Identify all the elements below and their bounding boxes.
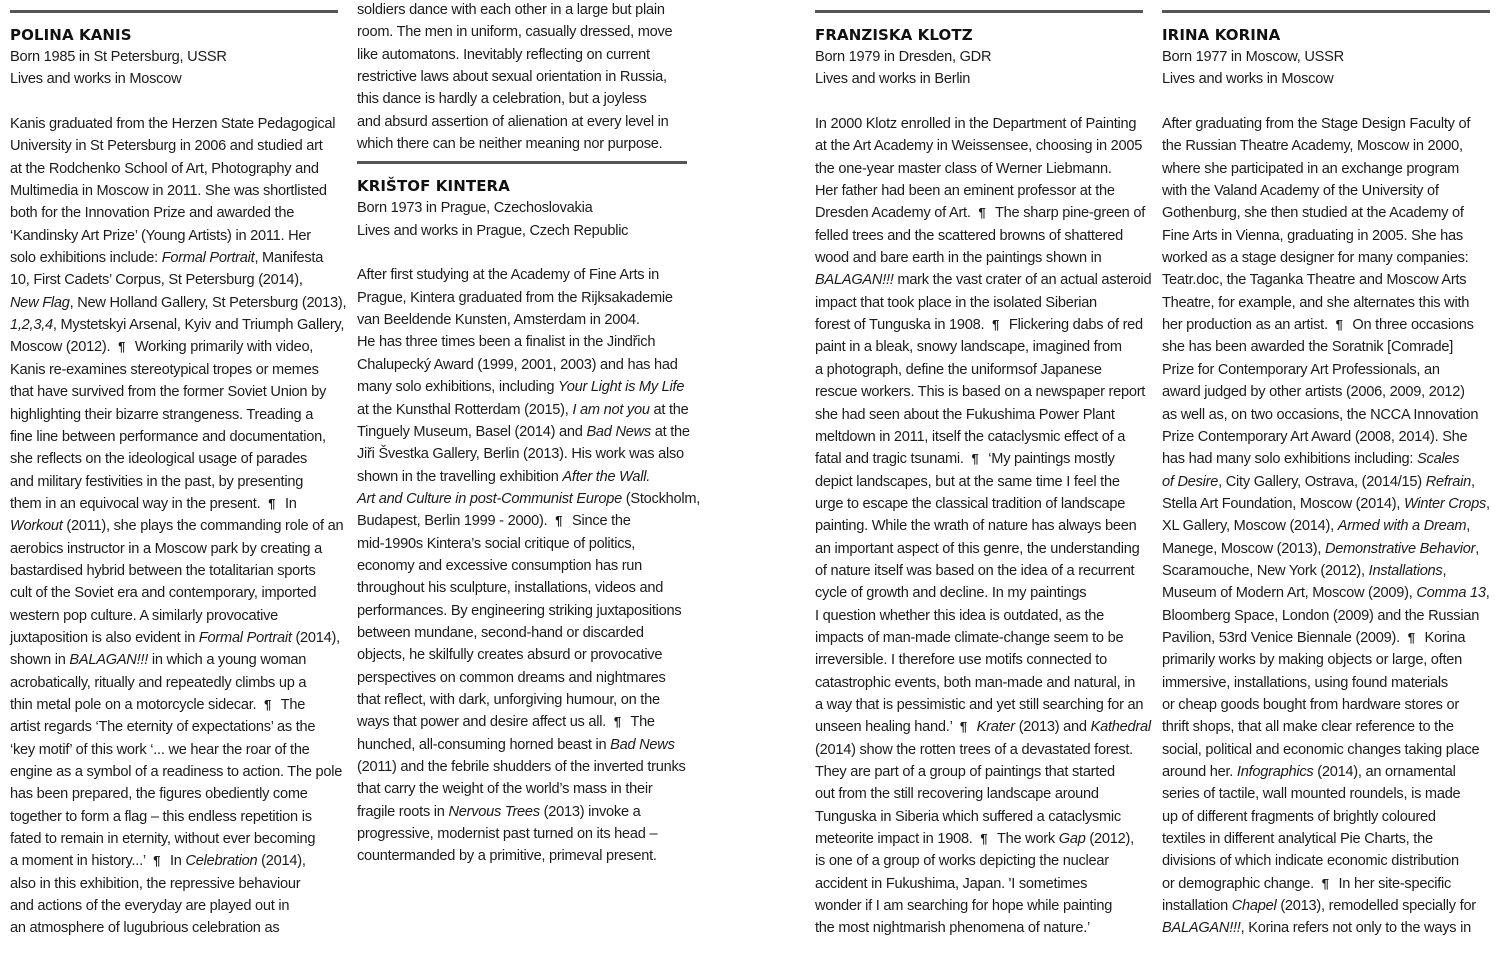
text-line: Fine Arts in Vienna, graduating in 2005. She has (1162, 227, 1463, 244)
text-line: between mundane, second-hand or discarded (357, 624, 644, 641)
text-line: acrobatically, ritually and repeatedly climbs up a (10, 674, 307, 691)
text-line: Teatr.doc, the Taganka Theatre and Moscow Arts (1162, 272, 1467, 289)
artist-birth: Born 1985 in St Petersburg, USSR (10, 49, 227, 65)
text-line: shown in the travelling exhibition After the Wall. (357, 468, 651, 485)
pilcrow-icon: ¶ (264, 696, 272, 712)
text-line: Jiři Švestka Gallery, Berlin (2013). His work was also (357, 446, 684, 463)
text-line: engine as a symbol of a readiness to action. The pole (10, 764, 343, 780)
text-line: fated to remain in eternity, without ever becoming (10, 831, 316, 848)
text-line: social, political and economic changes taking place (1162, 741, 1480, 758)
pilcrow-icon: ¶ (1335, 317, 1343, 333)
text-line: at the Art Academy in Weissensee, choosing in 2005 (815, 138, 1143, 155)
text-line: this dance is hardly a celebration, but a joyless (357, 91, 647, 108)
text-line: van Beeldende Kunsten, Amsterdam in 2004. (357, 312, 640, 329)
text-line: where she participated in an exchange program (1162, 160, 1460, 177)
text-line: at the Rodchenko School of Art, Photography and (10, 160, 319, 177)
text-line: fatal and tragic tsunami. ¶ ‘My paintings mostly (815, 451, 1115, 468)
artist-residence: Lives and works in Moscow (1162, 71, 1334, 88)
text-line: economy and excessive consumption has run (357, 557, 643, 574)
artist-bio (10, 113, 347, 940)
text-line: progressive, modernist past turned on its head – (357, 826, 658, 843)
text-line: Kanis re-examines stereotypical tropes or memes (10, 361, 319, 378)
text-line: around her. Infographics (2014), an ornamental (1162, 764, 1456, 780)
text-line: Theatre, for example, and she alternates this with (1162, 294, 1470, 311)
text-line: a moment in history...’ ¶ In Celebration (2014), (10, 853, 306, 870)
artist-birth: Born 1977 in Moscow, USSR (1162, 49, 1344, 65)
text-line: artist regards ‘The eternity of expectations’ as the (10, 719, 316, 736)
text-line: textiles in different analytical Pie Charts, the (1162, 831, 1433, 848)
text-line: I question whether this idea is outdated, as the (815, 607, 1104, 624)
artist-residence: Lives and works in Moscow (10, 71, 182, 88)
text-line: paint in a bleak, snowy landscape, imagined from (815, 339, 1122, 356)
text-line: also in this exhibition, the repressive behaviour (10, 875, 301, 892)
text-line: an important aspect of this genre, the understanding (815, 540, 1140, 557)
text-line: room. The men in uniform, casually dressed, move (357, 24, 673, 41)
text-line: fine line between performance and documentation, (10, 428, 326, 445)
text-line: Moscow (2012). ¶ Working primarily with video, (10, 339, 314, 356)
text-line: urge to escape the classical tradition of landscape (815, 495, 1126, 512)
text-line: He has three times been a finalist in the Jindřich (357, 334, 656, 351)
text-line: Manege, Moscow (2013), Demonstrative Behavior, (1162, 540, 1480, 557)
text-line: In 2000 Klotz enrolled in the Department of Painting (815, 116, 1137, 133)
artist-residence: Lives and works in Prague, Czech Republic (357, 222, 629, 239)
text-line: After first studying at the Academy of Fine Arts in (357, 267, 659, 284)
column-4 (1162, 0, 1490, 940)
text-line: is one of a group of works depicting the nuclear (815, 853, 1109, 870)
text-line: ‘key motif’ of this work ‘... we hear the roar of the (10, 741, 310, 758)
column-1 (10, 0, 347, 940)
text-line: depict landscapes, but at the same time I feel the (815, 473, 1120, 490)
text-line: wonder if I am searching for hope while painting (815, 898, 1113, 915)
text-line: and absurd assertion of alienation at every level in (357, 113, 669, 130)
text-line: she has been awarded the Soratnik [Comrade] (1162, 339, 1454, 356)
text-line: or demographic change. ¶ In her site-specific (1162, 875, 1452, 892)
text-line: her production as an artist. ¶ On three occasions (1162, 317, 1474, 334)
text-line: many solo exhibitions, including Your Light is My Life (357, 379, 685, 396)
text-line: mid-1990s Kintera’s social critique of politics, (357, 535, 636, 552)
text-line: perspectives on common dreams and nightmares (357, 669, 666, 686)
text-line: as well as, on two occasions, the NCCA Innovation (1162, 406, 1479, 423)
text-line: Tunguska in Siberia which suffered a cataclysmic (815, 808, 1121, 825)
text-line: Prize for Contemporary Art Professionals, an (1162, 361, 1440, 378)
text-line: and military festivities in the past, by presenting (10, 473, 304, 490)
column-3 (815, 0, 1152, 940)
text-line: that carry the weight of the world’s mass in their (357, 781, 653, 798)
text-line: of nature itself was based on the idea of a recurrent (815, 562, 1135, 579)
text-line: she reflects on the ideological usage of parades (10, 451, 308, 468)
text-line: aerobics instructor in a Moscow park by creating a (10, 540, 322, 557)
pilcrow-icon: ¶ (971, 451, 979, 467)
text-line: primarily works by making objects or large, often (1162, 652, 1463, 669)
artist-residence: Lives and works in Berlin (815, 71, 971, 88)
dashed-separator (1162, 10, 1490, 16)
text-line: an atmosphere of lugubrious celebration as (10, 920, 280, 937)
text-line: rescue workers. This is based on a newspaper report (815, 384, 1146, 401)
text-line: series of tactile, wall mounted roundels, is made (1162, 786, 1461, 803)
text-line: Prize Contemporary Art Award (2008, 2014). She (1162, 428, 1468, 445)
text-line: Gothenburg, she then studied at the Academy of (1162, 205, 1464, 222)
text-line: juxtaposition is also evident in Formal Portrait (2014), (10, 629, 340, 646)
artist-name: KRIŠTOF KINTERA (357, 177, 510, 196)
text-line: like automatons. Inevitably reflecting on current (357, 46, 650, 63)
artist-name: IRINA KORINA (1162, 26, 1281, 44)
text-line: University in St Petersburg in 2006 and studied art (10, 138, 323, 155)
text-line: divisions of which indicate economic distribution (1162, 853, 1459, 870)
text-line: impacts of man-made climate-change seem to be (815, 629, 1124, 646)
text-line: with the Valand Academy of the University of (1162, 183, 1439, 200)
text-line: highlighting their bizarre strangeness. Treading a (10, 406, 314, 423)
text-line: Museum of Modern Art, Moscow (2009), Comma 13, (1162, 585, 1490, 602)
text-line: restrictive laws about sexual orientation in Russia, (357, 69, 667, 86)
text-line: Dresden Academy of Art. ¶ The sharp pine-green of (815, 205, 1146, 222)
text-line: (2011) and the febrile shudders of the inverted trunks (357, 759, 686, 775)
pilcrow-icon: ¶ (978, 205, 986, 221)
text-line: the Russian Theatre Academy, Moscow in 2000, (1162, 138, 1463, 155)
text-line: which there can be neither meaning nor purpose. (357, 136, 663, 153)
text-line: XL Gallery, Moscow (2014), Armed with a Dream, (1162, 518, 1471, 535)
pilcrow-icon: ¶ (555, 513, 563, 529)
artist-birth: Born 1979 in Dresden, GDR (815, 49, 992, 65)
text-line: impact that took place in the isolated Siberian (815, 294, 1097, 311)
text-line: Chalupecký Award (1999, 2001, 2003) and has had (357, 356, 678, 373)
text-line: that reflect, with dark, unforgiving humour, on the (357, 691, 660, 708)
text-line: Stella Art Foundation, Moscow (2014), Winter Crops, (1162, 495, 1490, 512)
text-line: Bloomberg Space, London (2009) and the Russian (1162, 607, 1480, 624)
text-line: that have survived from the former Soviet Union by (10, 384, 327, 401)
artist-bio (1162, 113, 1490, 940)
text-line: Prague, Kintera graduated from the Rijksakademie (357, 289, 673, 306)
artist-bio (815, 113, 1152, 940)
text-line: Art and Culture in post-Communist Europe (Stockholm, (357, 490, 701, 507)
text-line: They are part of a group of paintings that started (815, 764, 1115, 780)
pilcrow-icon: ¶ (992, 317, 1000, 333)
text-line: BALAGAN!!!, Korina refers not only to the ways in (1162, 920, 1471, 937)
text-line: up of different fragments of brightly coloured (1162, 808, 1436, 825)
text-line: worked as a stage designer for many companies: (1162, 250, 1469, 267)
text-line: unseen healing hand.’ ¶ Krater (2013) and Kathedral (815, 719, 1151, 736)
text-line: immersive, installations, using found materials (1162, 674, 1448, 691)
pilcrow-icon: ¶ (268, 495, 276, 511)
text-line: award judged by other artists (2006, 2009, 2012) (1162, 384, 1465, 401)
continued-bio (357, 0, 687, 155)
pilcrow-icon: ¶ (1407, 629, 1415, 645)
text-line: shown in BALAGAN!!! in which a young woman (10, 652, 307, 669)
text-line: Tinguely Museum, Basel (2014) and Bad News at the (357, 423, 690, 440)
text-line: Budapest, Berlin 1999 - 2000). ¶ Since the (357, 513, 631, 530)
text-line: solo exhibitions include: Formal Portrait, Manifesta (10, 250, 324, 267)
artist-bio (357, 264, 701, 867)
text-line: objects, he skilfully creates absurd or provocative (357, 647, 663, 664)
text-line: After graduating from the Stage Design Faculty of (1162, 116, 1471, 133)
text-line: fragile roots in Nervous Trees (2013) invoke a (357, 803, 641, 820)
text-line: 10, First Cadets’ Corpus, St Petersburg (2014), (10, 272, 303, 289)
text-line: out from the still recovering landscape around (815, 786, 1099, 803)
text-line: has had many solo exhibitions including: Scales (1162, 451, 1460, 468)
dashed-separator (357, 161, 687, 167)
text-line: installation Chapel (2013), remodelled specially for (1162, 898, 1476, 915)
text-line: cycle of growth and decline. In my paintings (815, 585, 1087, 602)
pilcrow-icon: ¶ (153, 853, 161, 869)
text-line: at the Kunsthal Rotterdam (2015), I am not you at the (357, 401, 689, 418)
text-line: hunched, all-consuming horned beast in Bad News (357, 736, 675, 753)
pilcrow-icon: ¶ (980, 831, 988, 847)
artist-name: FRANZISKA KLOTZ (815, 26, 973, 44)
text-line: forest of Tunguska in 1908. ¶ Flickering dabs of red (815, 317, 1143, 334)
text-line: western pop culture. A similarly provocative (10, 607, 279, 624)
text-line: performances. By engineering striking juxtapositions (357, 602, 682, 619)
text-line: felled trees and the scattered browns of shattered (815, 227, 1123, 244)
artist-name: POLINA KANIS (10, 26, 132, 44)
text-line: a photograph, define the uniformsof Japanese (815, 361, 1102, 378)
text-line: BALAGAN!!! mark the vast crater of an actual asteroid (815, 272, 1152, 289)
text-line: cult of the Soviet era and contemporary, imported (10, 585, 317, 602)
text-line: thin metal pole on a motorcycle sidecar. ¶ The (10, 696, 306, 713)
text-line: Multimedia in Moscow in 2011. She was shortlisted (10, 183, 327, 200)
text-line: (2014) show the rotten trees of a devastated forest. (815, 741, 1133, 758)
text-line: 1,2,3,4, Mystetskyi Arsenal, Kyiv and Triumph Gallery, (10, 317, 345, 334)
text-line: of Desire, City Gallery, Ostrava, (2014/15) Refrain, (1162, 473, 1475, 490)
text-line: wood and bare earth in the paintings shown in (815, 250, 1102, 267)
text-line: New Flag, New Holland Gallery, St Petersburg (2013), (10, 294, 347, 311)
text-line: meteorite impact in 1908. ¶ The work Gap (2012), (815, 831, 1134, 848)
text-line: together to form a flag – this endless repetition is (10, 808, 312, 825)
text-line: she had seen about the Fukushima Power Plant (815, 406, 1115, 423)
text-line: and actions of the everyday are played out in (10, 898, 290, 915)
text-line: the most nightmarish phenomena of nature.’ (815, 920, 1091, 937)
text-line: catastrophic events, both man-made and natural, in (815, 674, 1136, 691)
text-line: throughout his sculpture, installations, videos and (357, 580, 664, 597)
text-line: painting. While the wrath of nature has always been (815, 518, 1137, 535)
artist-birth: Born 1973 in Prague, Czechoslovakia (357, 200, 593, 217)
text-line: a way that is pessimistic and yet still searching for an (815, 696, 1144, 713)
pilcrow-icon: ¶ (959, 719, 967, 735)
text-line: Scaramouche, New York (2012), Installations, (1162, 562, 1447, 579)
text-line: Workout (2011), she plays the commanding role of an (10, 518, 344, 535)
text-line: Pavilion, 53rd Venice Biennale (2009). ¶ Korina (1162, 629, 1466, 646)
dashed-separator (10, 10, 338, 16)
text-line: has been prepared, the figures obediently come (10, 786, 308, 803)
text-line: both for the Innovation Prize and awarded the (10, 205, 295, 222)
text-line: soldiers dance with each other in a large but plain (357, 2, 665, 18)
text-line: bastardised hybrid between the totalitarian sports (10, 562, 316, 579)
text-line: meltdown in 2011, itself the cataclysmic effect of a (815, 428, 1126, 445)
pilcrow-icon: ¶ (118, 339, 126, 355)
text-line: ‘Kandinsky Art Prize’ (Young Artists) in 2011. Her (10, 227, 311, 244)
text-line: the one-year master class of Werner Liebmann. (815, 160, 1112, 177)
text-line: ways that power and desire affect us all. ¶ The (357, 714, 655, 731)
text-line: Her father had been an eminent professor at the (815, 183, 1115, 200)
text-line: thrift shops, that all make clear reference to the (1162, 719, 1454, 736)
text-line: irreversible. I therefore use motifs connected to (815, 652, 1107, 669)
text-line: countermanded by a primitive, primeval present. (357, 848, 657, 865)
pilcrow-icon: ¶ (613, 714, 621, 730)
dashed-separator (815, 10, 1143, 16)
text-line: them in an equivocal way in the present. ¶ In (10, 495, 297, 512)
column-2 (357, 0, 701, 868)
text-line: Kanis graduated from the Herzen State Pedagogical (10, 116, 336, 133)
text-line: or cheap goods bought from hardware stores or (1162, 696, 1460, 713)
text-line: accident in Fukushima, Japan. 'I sometimes (815, 875, 1088, 892)
pilcrow-icon: ¶ (1321, 875, 1329, 891)
